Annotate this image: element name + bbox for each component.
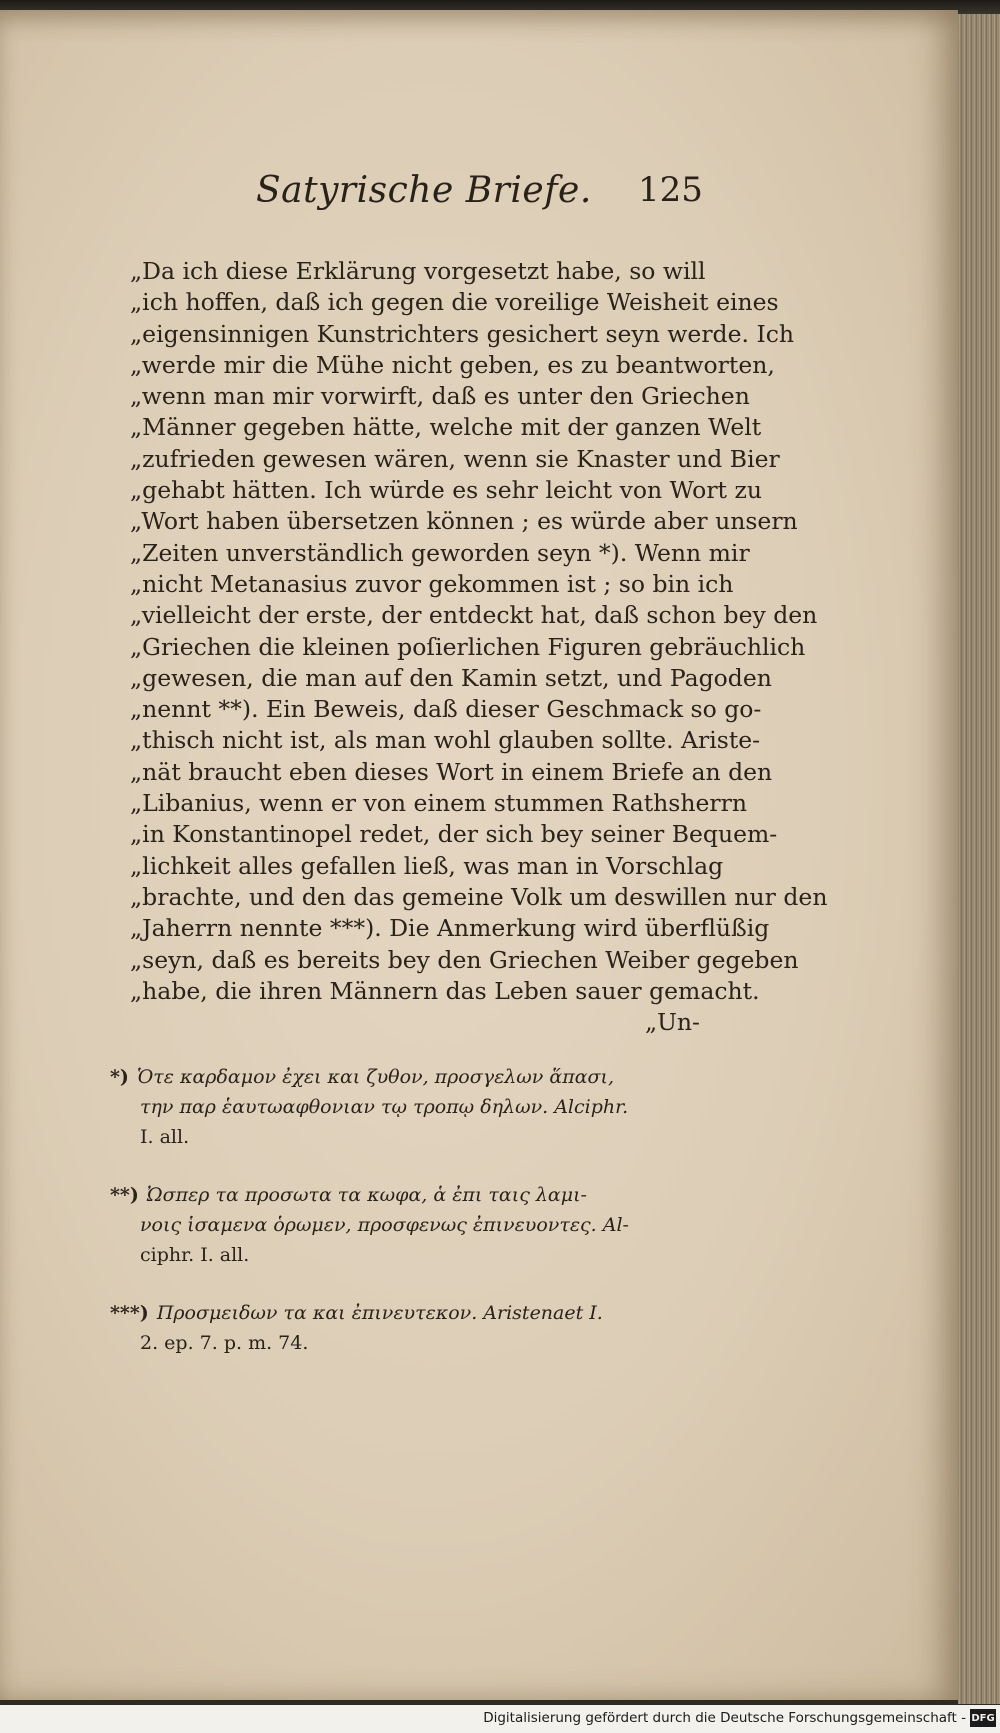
catchword: „Un- (644, 1008, 700, 1037)
footnote-line: Ὁτε καρδαμον ἐχει και ζυθον, προσγελων ἅπασι, (136, 1066, 614, 1088)
footnotes (110, 1062, 710, 1386)
running-head-title: Satyrische Briefe. (256, 170, 592, 211)
page-number: 125 (638, 170, 703, 210)
running-head (0, 170, 958, 230)
text-line: „seyn, daß es bereits bey den Griechen Weiber gegeben (130, 945, 799, 974)
text-line: „Männer gegeben hätte, welche mit der ganzen Welt (130, 413, 762, 442)
text-line: „ich hoffen, daß ich gegen die voreilige Weisheit eines (130, 288, 779, 317)
footnote (110, 1298, 710, 1358)
footnote-mark: **) (110, 1184, 139, 1206)
footer-bar (0, 1705, 1000, 1733)
text-line: „Libanius, wenn er von einem stummen Rathsherrn (130, 789, 748, 818)
text-line: „zufrieden gewesen wären, wenn sie Knaster und Bier (130, 444, 780, 473)
footnote-line: I. all. (140, 1126, 190, 1148)
dfg-logo: DFG (970, 1709, 996, 1727)
footnote-line: 2. ep. 7. p. m. 74. (140, 1332, 309, 1354)
footnote-line: την παρ ἑαυτωαφθονιαν τῳ τροπῳ δηλων. Alciphr. (140, 1096, 629, 1118)
footnote-line: Ὠσπερ τα προσωτα τα κωφα, ἁ ἐπι ταις λαμι- (146, 1184, 587, 1206)
text-line: „gewesen, die man auf den Kamin setzt, und Pagoden (130, 663, 772, 692)
text-line: „eigensinnigen Kunstrichters gesichert seyn werde. Ich (130, 319, 795, 348)
text-line: „Griechen die kleinen poſierlichen Figuren gebräuchlich (130, 632, 806, 661)
text-line: „Wort haben übersetzen können ; es würde aber unsern (130, 507, 798, 536)
text-line: „Zeiten unverständlich geworden seyn *). Wenn mir (130, 538, 750, 567)
text-line: „Da ich diese Erklärung vorgesetzt habe, so will (130, 257, 706, 285)
text-line: „vielleicht der erste, der entdeckt hat, daß schon bey den (130, 601, 818, 630)
book-page (0, 10, 958, 1700)
text-line: „Jaherrn nennte ***). Die Anmerkung wird überflüßig (130, 914, 770, 943)
footer-credit: Digitalisierung gefördert durch die Deutsche Forschungsgemeinschaft - (483, 1710, 966, 1726)
text-line: „nät braucht eben dieses Wort in einem Briefe an den (130, 757, 773, 786)
text-line: „nennt **). Ein Beweis, daß dieser Geschmack so go- (130, 695, 762, 724)
footnote-mark: *) (110, 1066, 129, 1088)
text-line: „lichkeit alles gefallen ließ, was man in Vorschlag (130, 851, 724, 880)
footnote-line: νοις ἱσαμενα ὁρωμεν, προσφενως ἐπινευοντες. Al- (140, 1214, 629, 1236)
text-line: „in Konstantinopel redet, der sich bey seiner Bequem- (130, 820, 778, 849)
book-page-edges (958, 14, 1000, 1704)
text-line: „habe, die ihren Männern das Leben sauer gemacht. (130, 976, 760, 1005)
text-line: „wenn man mir vorwirft, daß es unter den Griechen (130, 382, 750, 411)
footnote-line: ciphr. I. all. (140, 1244, 250, 1266)
text-line: „thisch nicht ist, als man wohl glauben sollte. Ariste- (130, 726, 761, 755)
text-line: „gehabt hätten. Ich würde es sehr leicht von Wort zu (130, 476, 762, 505)
text-line: „brachte, und den das gemeine Volk um deswillen nur den (130, 882, 828, 911)
footnote (110, 1180, 710, 1270)
footnote-line: Προσμειδων τα και ἐπινευτεκον. Aristenaet I. (156, 1302, 603, 1324)
text-line: „nicht Metanasius zuvor gekommen ist ; so bin ich (130, 569, 734, 598)
footnote-mark: ***) (110, 1302, 149, 1324)
footnote (110, 1062, 710, 1152)
body-text (130, 256, 828, 1038)
text-line: „werde mir die Mühe nicht geben, es zu beantworten, (130, 350, 775, 379)
